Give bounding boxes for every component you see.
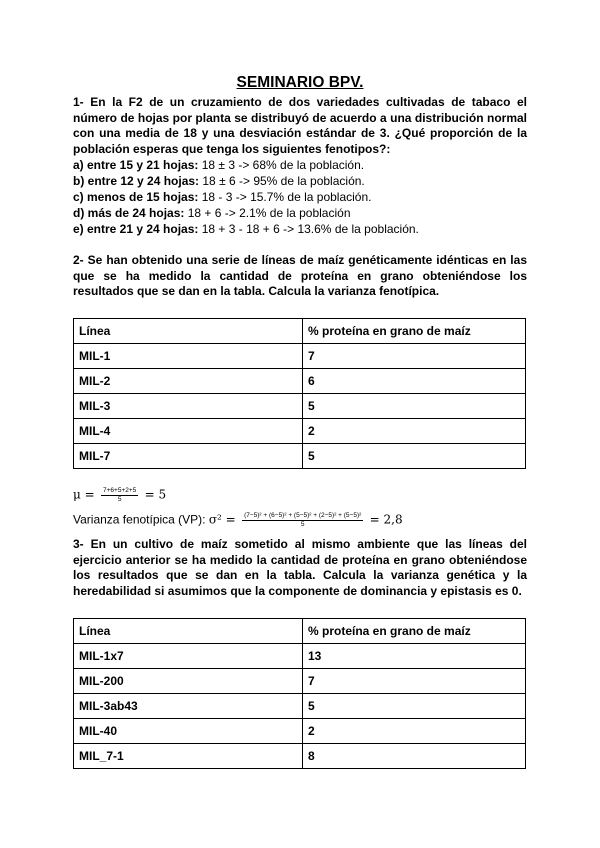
table-cell: 6 bbox=[303, 369, 526, 394]
option-label: e) entre 21 y 24 hojas: bbox=[73, 222, 199, 236]
table-row bbox=[74, 719, 526, 744]
table-header-cell: Línea bbox=[74, 319, 303, 344]
table-cell: MIL-3 bbox=[74, 394, 303, 419]
option-label: b) entre 12 y 24 hojas: bbox=[73, 174, 200, 188]
table-cell: 7 bbox=[303, 669, 526, 694]
table-cell: 5 bbox=[303, 444, 526, 469]
table-cell: 5 bbox=[303, 694, 526, 719]
question-2-text: 2- Se han obtenido una serie de líneas de maíz genéticamente idénticas en las que se ha medido la cantidad de proteína en grano obteniéndose los resultados que se dan en la tabla. Calcula la varianza fenotípica. bbox=[73, 253, 527, 299]
q1-option-b bbox=[73, 174, 533, 190]
page-title: SEMINARIO BPV. bbox=[236, 74, 364, 91]
table-row bbox=[74, 669, 526, 694]
table-cell: 2 bbox=[303, 419, 526, 444]
option-answer: 18 ± 6 -> 95% de la población. bbox=[199, 174, 365, 188]
table-row bbox=[74, 394, 526, 419]
q1-option-a bbox=[73, 158, 533, 174]
option-answer: 18 - 3 -> 15.7% de la población. bbox=[198, 190, 372, 204]
table-cell: MIL_7-1 bbox=[74, 744, 303, 769]
table-cell: MIL-1 bbox=[74, 344, 303, 369]
mean-result: = 5 bbox=[144, 487, 167, 502]
variance-formula bbox=[73, 512, 403, 529]
option-answer: 18 + 6 -> 2.1% de la población bbox=[184, 206, 351, 220]
fraction-numerator: 7+6+5+2+5 bbox=[103, 487, 137, 494]
table-cell: MIL-3ab43 bbox=[74, 694, 303, 719]
table-cell: MIL-200 bbox=[74, 669, 303, 694]
table-cell: 8 bbox=[303, 744, 526, 769]
fraction-denominator: 5 bbox=[300, 521, 305, 528]
table-cell: MIL-1x7 bbox=[74, 644, 303, 669]
table-cell: MIL-4 bbox=[74, 419, 303, 444]
table-cell: 5 bbox=[303, 394, 526, 419]
option-answer: 18 ± 3 -> 68% de la población. bbox=[198, 158, 365, 172]
q1-option-d bbox=[73, 206, 533, 222]
table-row bbox=[74, 369, 526, 394]
table-row bbox=[74, 419, 526, 444]
option-answer: 18 + 3 - 18 + 6 -> 13.6% de la población. bbox=[198, 222, 419, 236]
variance-result: = 2,8 bbox=[369, 512, 403, 527]
table-header-row bbox=[74, 319, 526, 344]
question-3-text: 3- En un cultivo de maíz sometido al mismo ambiente que las líneas del ejercicio anterior se ha medido la cantidad de proteína en grano obteniéndose los resultados que se dan en la tabla. Calcula la varianza genética y la heredabilidad si asumimos que la componente de dominancia y epistasis es 0. bbox=[73, 537, 527, 598]
q1-option-c bbox=[73, 190, 533, 206]
table-cell: MIL-40 bbox=[74, 719, 303, 744]
protein-table-2 bbox=[73, 618, 526, 769]
fraction-denominator: 5 bbox=[117, 496, 122, 503]
mean-formula bbox=[73, 487, 166, 504]
table-row bbox=[74, 744, 526, 769]
mean-fraction bbox=[101, 487, 138, 504]
variance-fraction bbox=[242, 512, 363, 529]
table-cell: MIL-7 bbox=[74, 444, 303, 469]
fraction-numerator: (7−5)² + (6−5)² + (5−5)² + (2−5)² + (5−5)² bbox=[244, 512, 362, 519]
question-1-text: 1- En la F2 de un cruzamiento de dos variedades cultivadas de tabaco el número de hojas por planta se distribuyó de acuerdo a una distribución normal con una media de 18 y una desviación estándar de 3. ¿Qué proporción de la población esperas que tenga los siguientes fenotipos?: bbox=[73, 95, 527, 156]
table-header-cell: % proteína en grano de maíz bbox=[303, 319, 526, 344]
sigma-symbol: σ² = bbox=[208, 512, 236, 527]
option-label: a) entre 15 y 21 hojas: bbox=[73, 158, 199, 172]
option-label: c) menos de 15 hojas: bbox=[73, 190, 199, 204]
table-cell: 13 bbox=[303, 644, 526, 669]
protein-table-1 bbox=[73, 318, 526, 469]
table-row bbox=[74, 344, 526, 369]
table-header-cell: Línea bbox=[74, 619, 303, 644]
table-header-cell: % proteína en grano de maíz bbox=[303, 619, 526, 644]
table-row bbox=[74, 694, 526, 719]
table-cell: MIL-2 bbox=[74, 369, 303, 394]
table-row bbox=[74, 444, 526, 469]
variance-label: Varianza fenotípica (VP): bbox=[73, 512, 209, 527]
option-label: d) más de 24 hojas: bbox=[73, 206, 185, 220]
table-cell: 2 bbox=[303, 719, 526, 744]
mu-symbol: μ = bbox=[73, 487, 95, 502]
table-header-row bbox=[74, 619, 526, 644]
table-cell: 7 bbox=[303, 344, 526, 369]
q1-option-e bbox=[73, 222, 533, 238]
table-row bbox=[74, 644, 526, 669]
